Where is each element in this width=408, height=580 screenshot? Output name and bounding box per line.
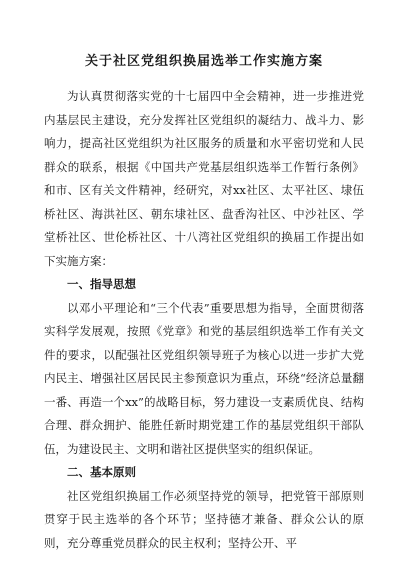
intro-paragraph: 为认真贯彻落实党的十七届四中全会精神，进一步推进党内基层民主建设，充分发挥社区党组织的凝结力、战斗力、影响力，提高社区党组织为社区服务的质量和水平密切党和人民群众的联系，根据《中国共产党基层组织选举工作暂行条例》和市、区有关文件精神，经研究，对xx社区、太平社区、埭伍桥社区、海洪社区、朝东埭社区、盘香沟社区、中沙社区、学堂桥社区、世伦桥社区、十八湾社区党组织的换届工作提出如下实施方案：	[44, 89, 364, 268]
section-heading-basic-principles: 二、基本原则	[67, 465, 136, 479]
section-heading-guiding-ideology: 一、指导思想	[67, 277, 136, 291]
section-body-guiding-ideology: 以邓小平理论和“三个代表”重要思想为指导，全面贯彻落实科学发展观，按照《党章》和党的基层组织选举工作有关文件的要求，以配强社区党组织领导班子为核心以进一步扩大党内民主、增强社区居民民主参预意识为重点，环绕“经济总量翻一番、再造一个xx”的战略目标，努力建设一支素质优良、结构合理、群众拥护、能胜任新时期党建工作的基层党组织干部队伍，为建设民主、文明和谐社区提供坚实的组织保证。	[44, 300, 364, 456]
document-title: 关于社区党组织换届选举工作实施方案	[84, 54, 323, 69]
section-body-basic-principles: 社区党组织换届工作必须坚持党的领导，把党管干部原则贯穿于民主选举的各个环节；坚持德才兼备、群众公认的原则，充分尊重党员群众的民主权利；坚持公开、平	[44, 488, 364, 550]
